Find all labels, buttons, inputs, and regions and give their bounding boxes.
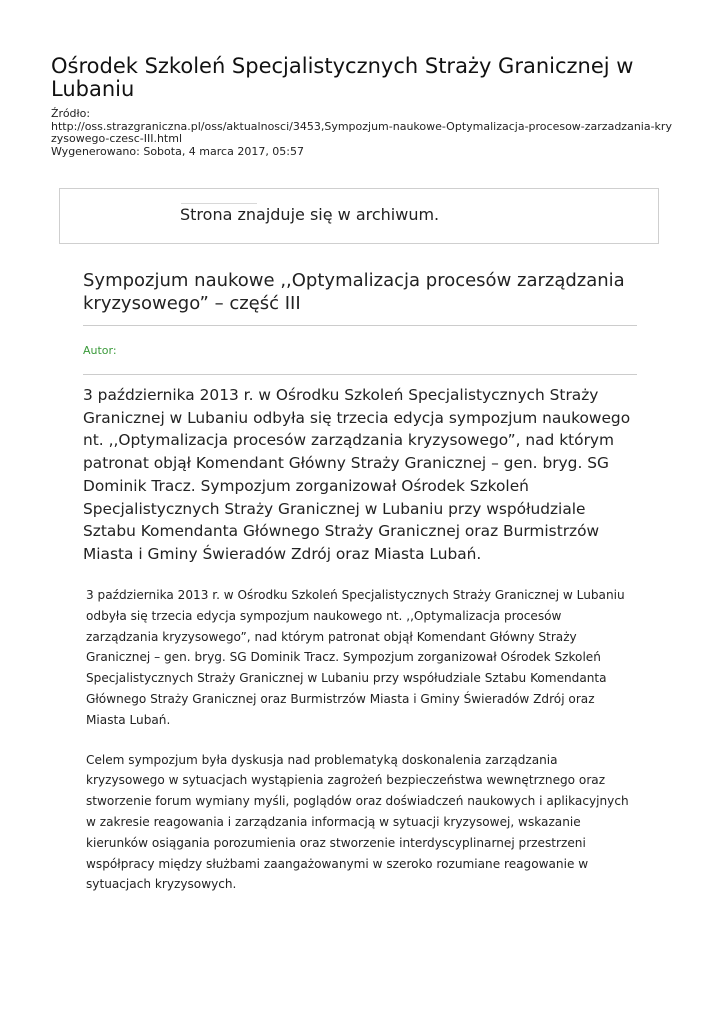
source-meta xyxy=(51,108,676,158)
source-url[interactable]: http://oss.strazgraniczna.pl/oss/aktualnosci/3453,Sympozjum-naukowe-Optymalizacja-procesow-zarzadzania-kryzysowego-czesc-III.html xyxy=(51,119,672,145)
source-label: Źródło: xyxy=(51,107,91,120)
article-body xyxy=(86,585,636,914)
archive-notice-text: Strona znajduje się w archiwum. xyxy=(180,205,440,224)
author-divider xyxy=(83,374,637,375)
archive-notice-box xyxy=(59,188,659,244)
title-divider xyxy=(83,325,637,326)
author-label: Autor: xyxy=(83,344,117,357)
article-paragraph: Celem sympozjum była dyskusja nad problematyką doskonalenia zarządzania kryzysowego w sytuacjach wystąpienia zagrożeń bezpieczeństwa wewnętrznego oraz stworzenie forum wymiany myśli, poglądów oraz doświadczeń naukowych i aplikacyjnych w zakresie reagowania i zarządzania informacją w sytuacji kryzysowej, wskazanie kierunków osiągania porozumienia oraz stworzenie interdyscyplinarnej przestrzeni współpracy między służbami zaangażowanymi w szeroko rozumiane reagowanie w sytuacjach kryzysowych. xyxy=(86,752,629,892)
archive-notice-divider xyxy=(181,203,257,204)
site-title: Ośrodek Szkoleń Specjalistycznych Straży Granicznej w Lubaniu xyxy=(51,54,634,101)
article-lead: 3 października 2013 r. w Ośrodku Szkoleń Specjalistycznych Straży Granicznej w Lubaniu odbyła się trzecia edycja sympozjum naukowego nt. ,,Optymalizacja procesów zarządzania kryzysowego”, nad którym patronat objął Komendant Główny Straży Granicznej – gen. bryg. SG Dominik Tracz. Sympozjum zorganizował Ośrodek Szkoleń Specjalistycznych Straży Granicznej w Lubaniu przy współudziale Sztabu Komendanta Głównego Straży Granicznej oraz Burmistrzów Miasta i Gminy Świeradów Zdrój oraz Miasta Lubań. xyxy=(83,386,631,563)
generated-date: Wygenerowano: Sobota, 4 marca 2017, 05:57 xyxy=(51,144,305,158)
article-paragraph: 3 października 2013 r. w Ośrodku Szkoleń Specjalistycznych Straży Granicznej w Lubaniu odbyła się trzecia edycja sympozjum naukowego nt. ,,Optymalizacja procesów zarządzania kryzysowego”, nad którym patronat objął Komendant Główny Straży Granicznej – gen. bryg. SG Dominik Tracz. Sympozjum zorganizował Ośrodek Szkoleń Specjalistycznych Straży Granicznej w Lubaniu przy współudziale Sztabu Komendanta Głównego Straży Granicznej oraz Burmistrzów Miasta i Gminy Świeradów Zdrój oraz Miasta Lubań. xyxy=(86,588,625,727)
article-title: Sympozjum naukowe ,,Optymalizacja procesów zarządzania kryzysowego” – część III xyxy=(83,270,625,314)
